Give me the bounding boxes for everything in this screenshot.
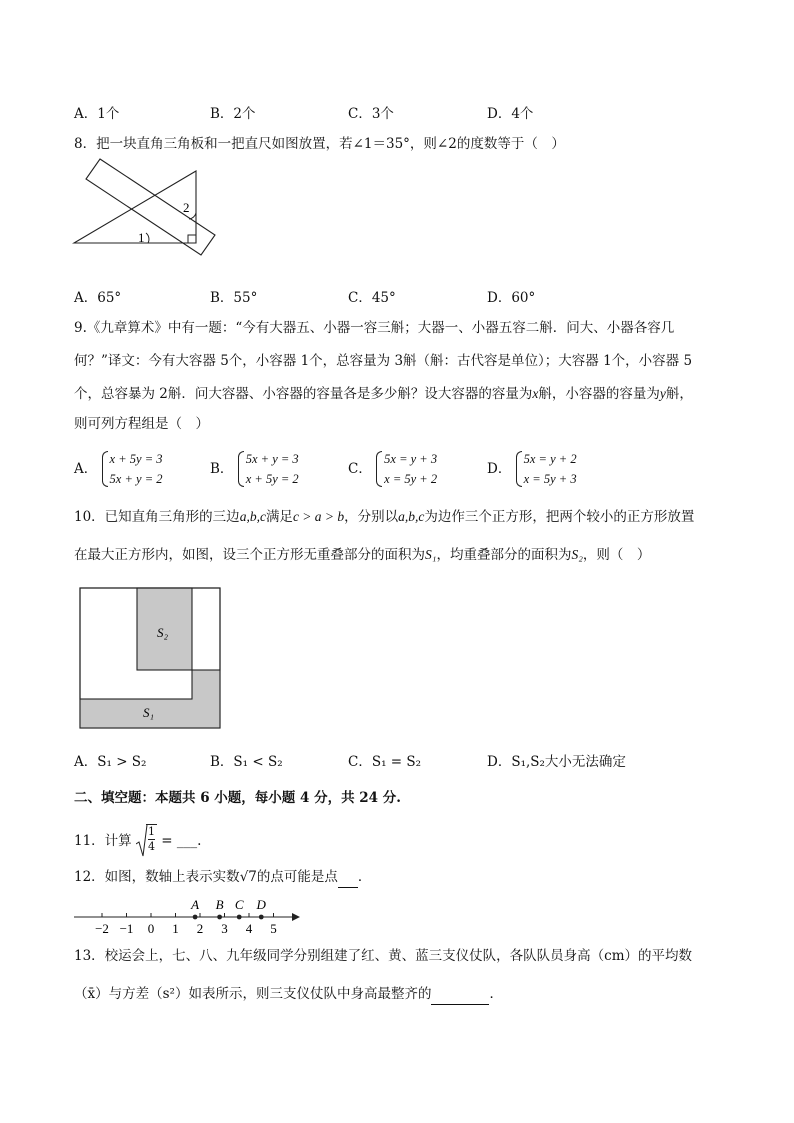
tick-label: 4 [245,921,253,936]
q10-line-1 [74,507,694,527]
q12-blank[interactable] [338,867,358,888]
tick-label: −1 [119,921,134,936]
q9-var-y: y [659,386,666,401]
section-2-title: 二、填空题：本题共 6 小题，每小题 4 分，共 24 分. [74,790,401,806]
q9-line-3a: 个，总容暴为 2斛．问大容器、小容器的容量各是多少斛？设大容器的容量为 [74,386,533,402]
q10-vars-abc: a,b,c [239,509,266,524]
q8-option-d: D．60° [487,290,536,306]
q8-option-b: B．55° [210,290,258,306]
q9-line-3c: 斛， [665,386,693,402]
q7-option-d: D．4个 [487,106,534,122]
q9-option-b [210,449,299,489]
q9-option-d-system [516,449,577,489]
q8-figure [70,155,235,260]
axis-arrow [292,913,300,921]
q10-line-2c: ，则（ ） [582,547,651,563]
q7-option-a: A．1个 [74,106,120,122]
q7-option-b: B．2个 [210,106,256,122]
q9-var-x: x [532,386,539,401]
eq-1: x + 5y = 3 [109,452,163,466]
q10-line-1c: ，分别以 [344,509,399,525]
q8-option-a: A．65° [74,290,122,306]
q10-figure [78,584,224,730]
q10-line-2 [74,545,650,565]
q10-line-2b: ，均重叠部分的面积为 [436,547,572,563]
tick-label: 0 [147,921,155,936]
q9-option-a [74,449,163,489]
q12-sqrt: √7 [239,869,257,885]
eq-2: x = 5y + 2 [384,472,438,486]
q12-text [74,867,371,888]
q12-text-c: ． [357,869,372,885]
q10-s2: S₂ [571,547,583,562]
angle-2-label: 2 [183,200,190,215]
q11-suffix: = ___. [161,833,202,849]
tick-label: 2 [196,921,204,936]
q12-text-a: 12．如图，数轴上表示实数 [74,869,240,885]
eq-2: x + 5y = 2 [245,472,299,486]
q13-line-2 [74,984,503,1005]
eq-1: 5x + y = 3 [245,452,299,466]
q9-option-d [487,449,577,489]
point-label-a: A [191,897,200,912]
q10-vars-abc-2: a,b,c [398,509,425,524]
q9-option-a-system [102,449,163,489]
q11-sqrt [136,824,157,858]
q9-line-4: 则可列方程组是（ ） [74,416,209,432]
eq-1: 5x = y + 3 [384,452,438,466]
q9-option-c-system [376,449,437,489]
point-c [237,915,242,920]
q11-denominator: 4 [147,840,155,853]
point-label-c: C [234,897,244,912]
point-label-d: D [256,897,266,912]
tick-label: 1 [172,921,179,936]
s2-label: S₂ [157,625,169,640]
q11-prefix: 11．计算 [74,833,132,849]
q9-line-3 [74,384,693,404]
q10-option-c: C．S₁ = S₂ [348,754,422,770]
q10-s1: S₁ [425,547,437,562]
q10-line-2a: 在最大正方形内，如图，设三个正方形无重叠部分的面积为 [74,547,425,563]
q10-option-b: B．S₁ < S₂ [210,754,283,770]
angle-1-label: 1 [138,230,145,245]
s1-label: S₁ [143,705,155,720]
q13-line-2a: （x̄）与方差（s²）如表所示，则三支仪仗队中身高最整齐的 [74,986,432,1002]
q10-option-a: A．S₁ > S₂ [74,754,147,770]
q9-option-d-label: D． [487,461,512,477]
q10-line-1d: 为边作三个正方形，把两个较小的正方形放置 [424,509,695,525]
q9-option-c-label: C． [348,461,372,477]
right-angle-mark [188,235,196,243]
q11 [74,824,201,858]
q9-line-3b: 斛，小容器的容量为 [538,386,660,402]
q7-option-c: C．3个 [348,106,394,122]
q9-option-a-label: A． [74,461,98,477]
eq-2: x = 5y + 3 [523,472,577,486]
q10-line-1a: 10．已知直角三角形的三边 [74,509,240,525]
point-a [193,915,198,920]
tick-label: −2 [95,921,109,936]
q9-option-c [348,449,437,489]
point-d [259,915,264,920]
eq-2: 5x + y = 2 [109,472,163,486]
q10-line-1b: 满足 [265,509,293,525]
q10-option-d: D．S₁,S₂大小无法确定 [487,754,626,770]
angle-1-arc [146,233,149,243]
q8-stem: 8．把一块直角三角板和一把直尺如图放置，若∠1＝35°，则∠2的度数等于（ ） [74,136,565,152]
q13-line-1: 13．校运会上，七、八、九年级同学分别组建了红、黄、蓝三支仪仗队，各队队员身高（cm）的平均数 [74,948,693,964]
q9-option-b-label: B． [210,461,234,477]
q8-option-c: C．45° [348,290,396,306]
q13-line-2b: ． [489,986,503,1002]
q9-line-1: 9.《九章算术》中有一题：“今有大器五、小器一容三斛；大器一、小器五容二斛．问大、小器各容几 [74,320,675,336]
eq-1: 5x = y + 2 [523,452,577,466]
q10-inequality: c > a > b [292,509,345,524]
point-label-b: B [215,897,224,912]
q12-text-b: 的点可能是点 [256,869,338,885]
q9-line-2: 何？”译文：今有大容器 5个，小容器 1个，总容量为 3斛（斛：古代容是单位）；大容器 1个，小容器 5 [74,353,693,369]
tick-label: 5 [270,921,277,936]
q13-blank[interactable] [431,984,489,1005]
q9-option-b-system [238,449,299,489]
point-b [217,915,222,920]
tick-label: 3 [221,921,228,936]
q11-numerator: 1 [147,825,155,838]
number-line [72,894,302,936]
